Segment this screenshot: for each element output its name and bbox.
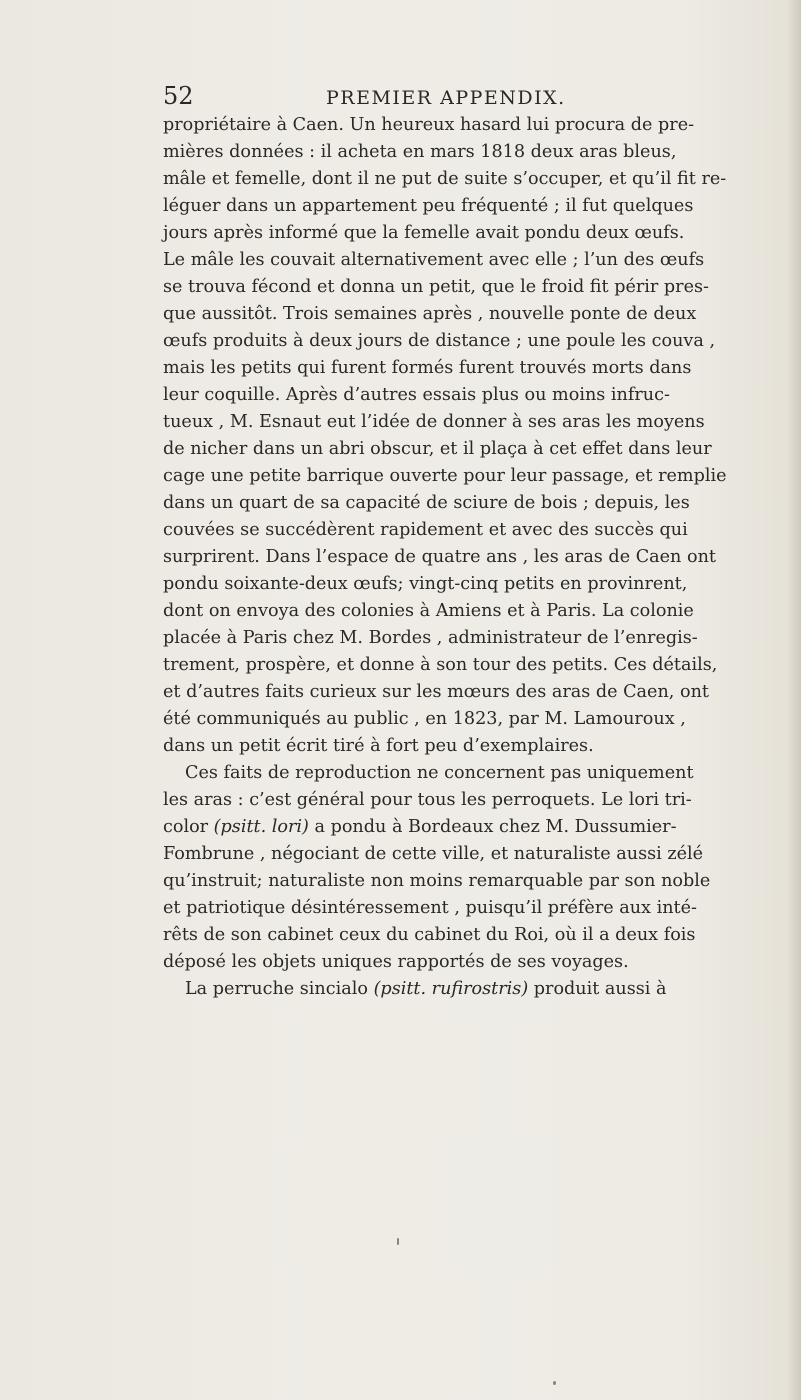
text-line: œufs produits à deux jours de distance ; une poule les couva , (163, 331, 716, 351)
text-line: de nicher dans un abri obscur, et il plaça à cet effet dans leur (163, 439, 712, 459)
text-line: mais les petits qui furent formés furent trouvés morts dans (163, 358, 692, 378)
text-run: a pondu à Bordeaux chez M. Dussumier- (308, 817, 677, 837)
text-line: trement, prospère, et donne à son tour des petits. Ces détails, (163, 655, 718, 675)
text-line: et patriotique désintéressement , puisqu’il préfère aux inté- (163, 898, 697, 918)
text-line: jours après informé que la femelle avait pondu deux œufs. (163, 223, 685, 243)
paper-speck (553, 1381, 556, 1385)
page-edge-shadow (787, 0, 801, 1400)
text-line: Le mâle les couvait alternativement avec elle ; l’un des œufs (163, 250, 705, 270)
text-line: mières données : il acheta en mars 1818 deux aras bleus, (163, 142, 677, 162)
text-line: et d’autres faits curieux sur les mœurs des aras de Caen, ont (163, 682, 709, 702)
page-number: 52 (163, 82, 194, 110)
text-line (163, 976, 667, 1003)
text-line: léguer dans un appartement peu fréquenté ; il fut quelques (163, 196, 694, 216)
text-line: se trouva fécond et donna un petit, que le froid fit périr pres- (163, 277, 709, 297)
text-line: dans un petit écrit tiré à fort peu d’exemplaires. (163, 736, 594, 756)
text-run: color (163, 817, 214, 837)
text-line: Fombrune , négociant de cette ville, et naturaliste aussi zélé (163, 844, 704, 864)
text-line: les aras : c’est général pour tous les perroquets. Le lori tri- (163, 790, 692, 810)
text-line (163, 814, 677, 841)
body-text (163, 112, 727, 1003)
text-line: pondu soixante-deux œufs; vingt-cinq petits en provinrent, (163, 574, 688, 594)
text-run: La perruche sincialo (185, 979, 374, 999)
text-line: que aussitôt. Trois semaines après , nouvelle ponte de deux (163, 304, 697, 324)
text-line: rêts de son cabinet ceux du cabinet du Roi, où il a deux fois (163, 925, 696, 945)
text-line: dans un quart de sa capacité de sciure de bois ; depuis, les (163, 493, 690, 513)
text-line: couvées se succédèrent rapidement et avec des succès qui (163, 520, 688, 540)
text-run: produit aussi à (528, 979, 667, 999)
text-line: qu’instruit; naturaliste non moins remarquable par son noble (163, 871, 711, 891)
text-line: tueux , M. Esnaut eut l’idée de donner à ses aras les moyens (163, 412, 705, 432)
text-line: propriétaire à Caen. Un heureux hasard lui procura de pre- (163, 115, 695, 135)
text-line: mâle et femelle, dont il ne put de suite s’occuper, et qu’il fit re- (163, 169, 727, 189)
running-head: PREMIER APPENDIX. (326, 87, 566, 109)
text-line: Ces faits de reproduction ne concernent pas uniquement (185, 763, 694, 783)
species-name: (psitt. rufirostris) (373, 979, 529, 999)
species-name: (psitt. lori) (213, 817, 309, 837)
text-line: cage une petite barrique ouverte pour leur passage, et remplie (163, 466, 727, 486)
text-line: été communiqués au public , en 1823, par M. Lamouroux , (163, 709, 686, 729)
text-line: leur coquille. Après d’autres essais plus ou moins infruc- (163, 385, 670, 405)
text-line: surprirent. Dans l’espace de quatre ans , les aras de Caen ont (163, 547, 716, 567)
paper-speck (397, 1238, 399, 1245)
text-line: dont on envoya des colonies à Amiens et à Paris. La colonie (163, 601, 694, 621)
text-line: déposé les objets uniques rapportés de ses voyages. (163, 952, 629, 972)
text-line: placée à Paris chez M. Bordes , administrateur de l’enregis- (163, 628, 698, 648)
